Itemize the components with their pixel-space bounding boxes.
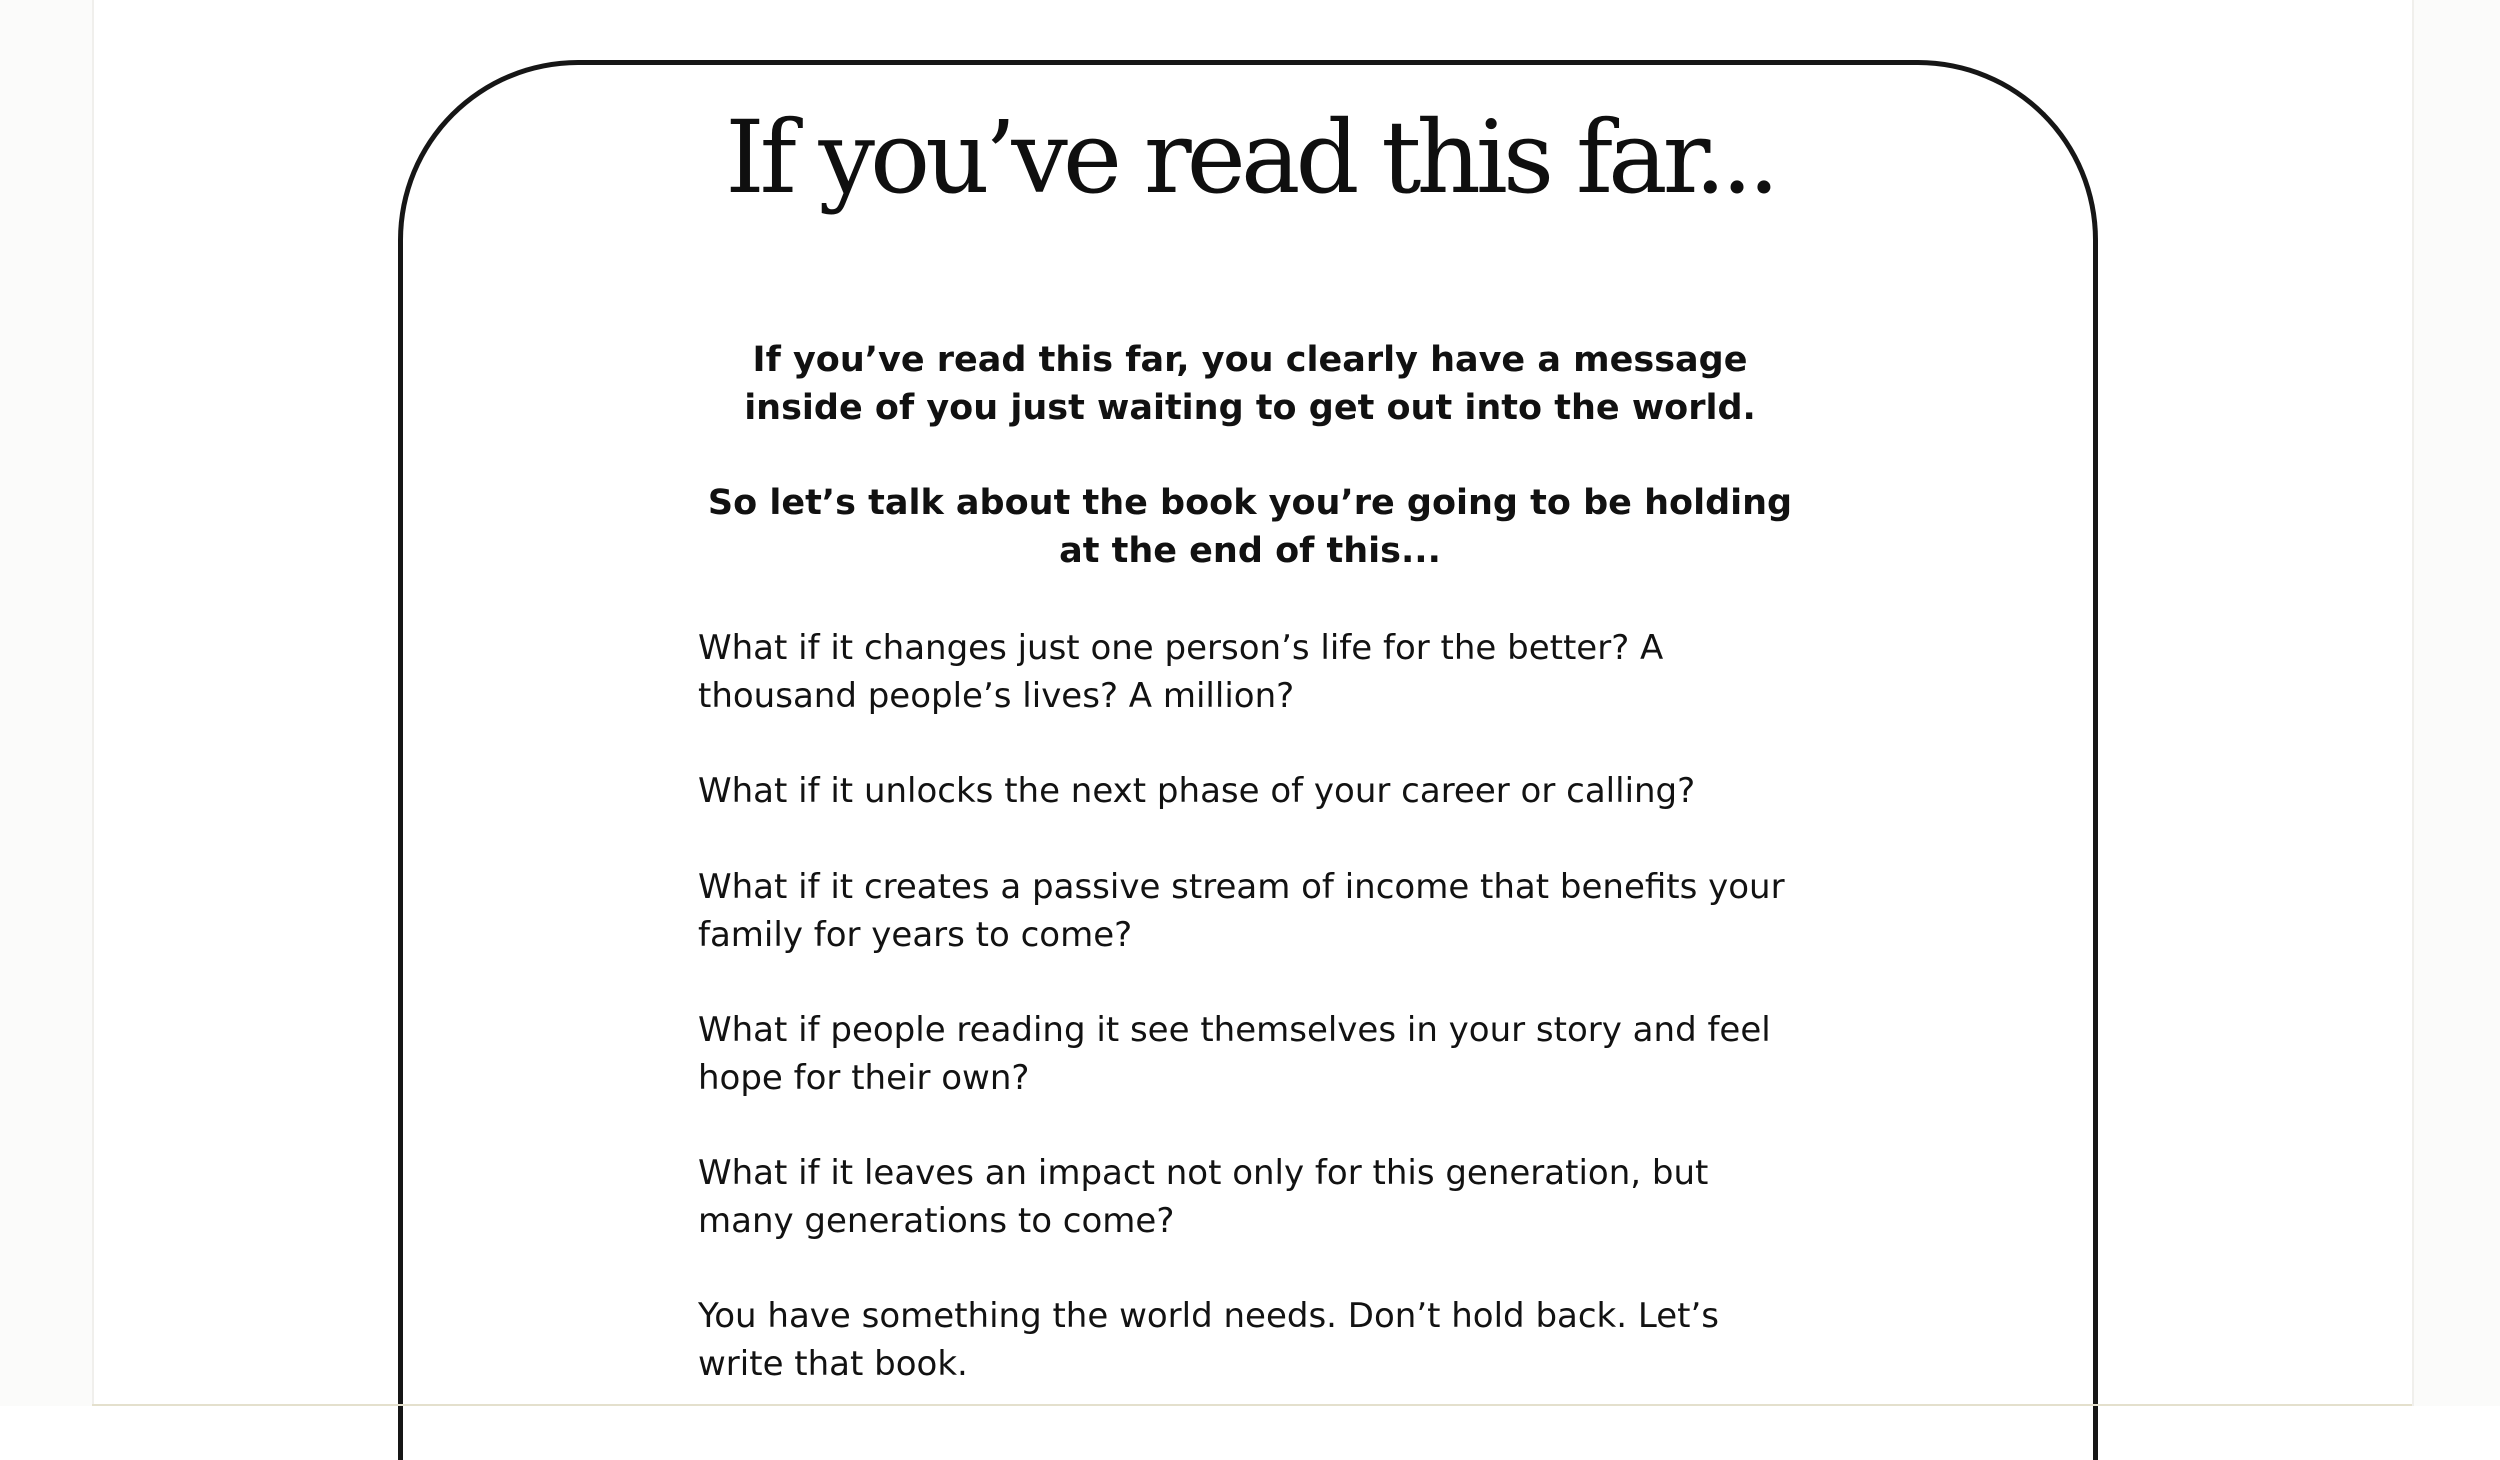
body-paragraph-4: What if people reading it see themselves in your story and feel hope for their own? (698, 1010, 1771, 1098)
lead-paragraph-1: If you’ve read this far, you clearly have a message inside of you just waiting to get out into the world. (744, 340, 1756, 428)
arched-card (398, 60, 2098, 1460)
body-paragraph-5: What if it leaves an impact not only for this generation, but many generations to come? (698, 1153, 1709, 1241)
lead-paragraph-2: So let’s talk about the book you’re going to be holding at the end of this... (707, 483, 1793, 571)
section-heading: If you’ve read this far... (725, 99, 1775, 216)
closing-paragraph: You have something the world needs. Don’t hold back. Let’s write that book. (698, 1296, 1719, 1384)
right-margin (2412, 0, 2500, 1406)
body-paragraph-1: What if it changes just one person’s life for the better? A thousand people’s lives? A million? (698, 628, 1664, 716)
body-paragraph-3: What if it creates a passive stream of income that benefits your family for years to come? (698, 867, 1785, 955)
body-paragraph-2: What if it unlocks the next phase of your career or calling? (698, 771, 1696, 811)
left-margin (0, 0, 94, 1406)
